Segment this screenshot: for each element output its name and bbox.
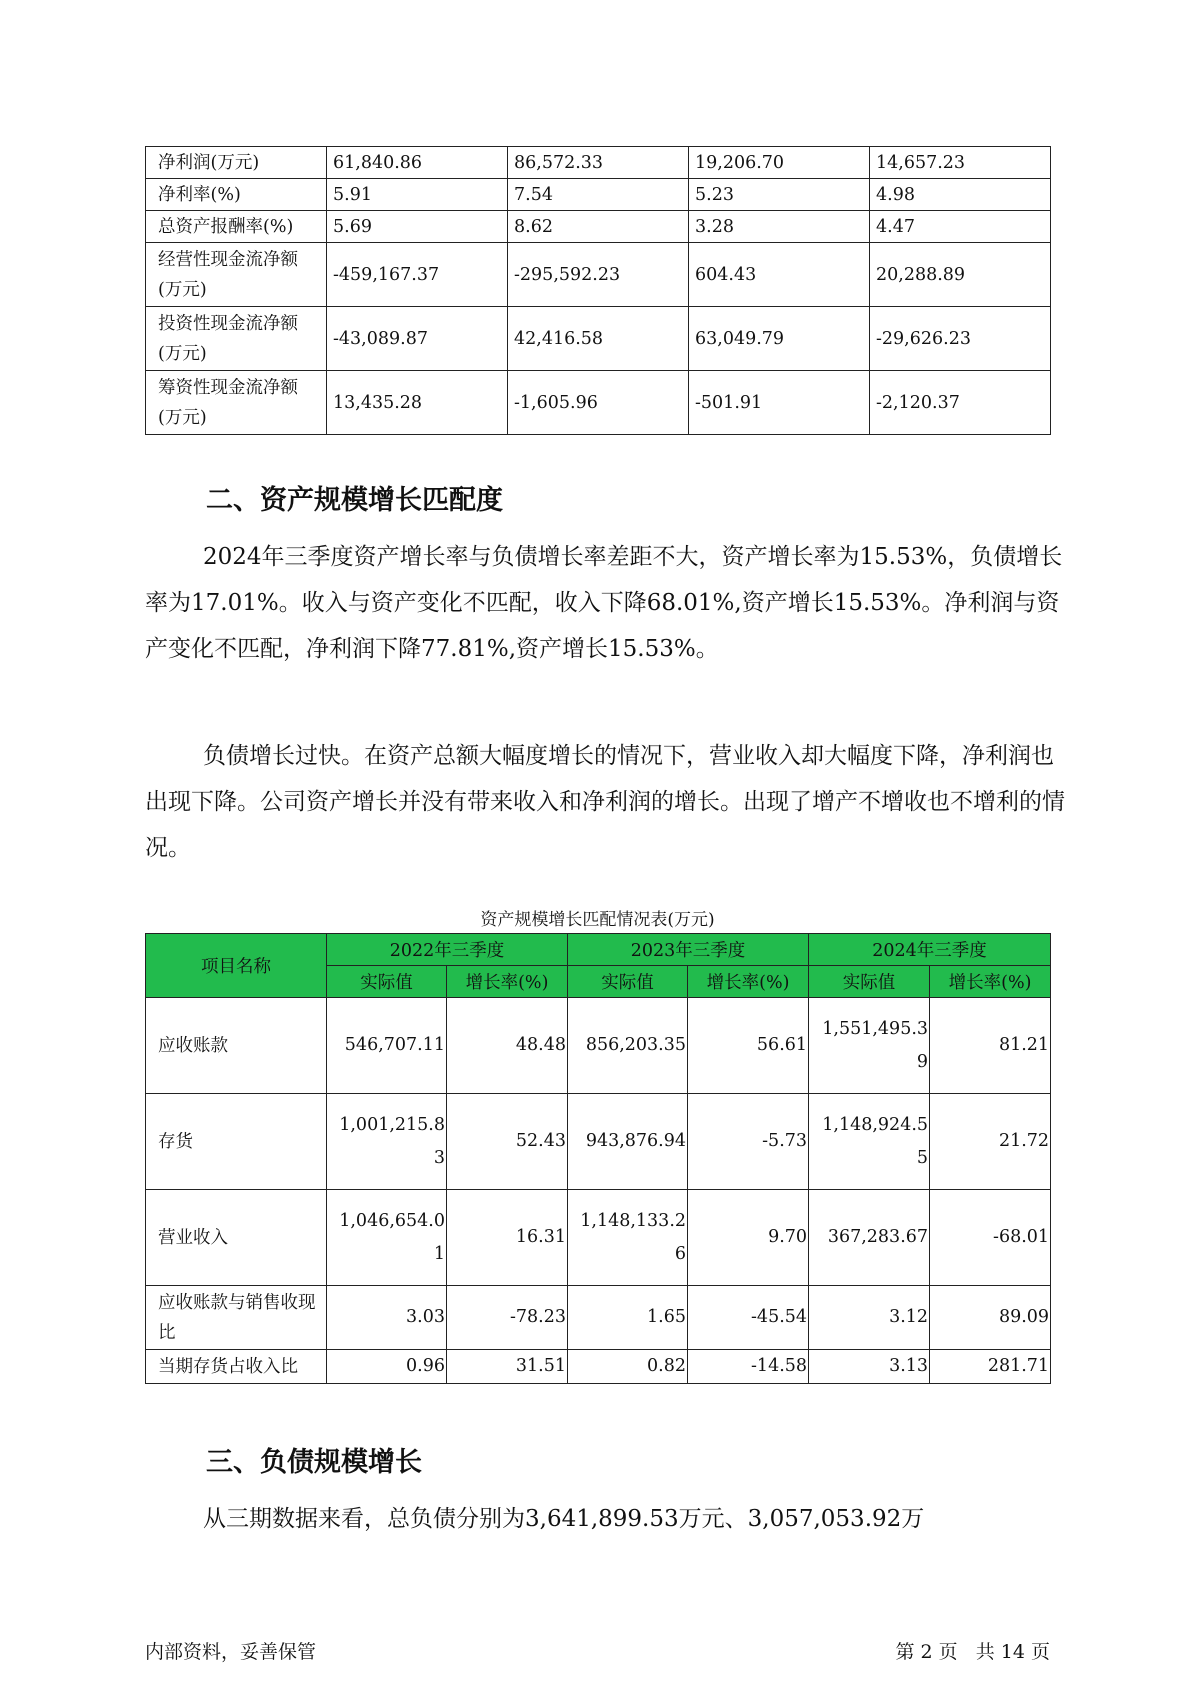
table-cell: -29,626.23 (870, 307, 1051, 371)
footer-confidential: 内部资料，妥善保管 (145, 1641, 317, 1663)
table-cell: 943,876.94 (568, 1094, 688, 1190)
table-cell: 3.13 (809, 1350, 930, 1384)
table-cell: 5.91 (327, 179, 508, 211)
table-cell: 3.03 (327, 1286, 447, 1350)
table-cell: -68.01 (930, 1190, 1051, 1286)
table-row (146, 371, 1051, 435)
table-caption: 资产规模增长匹配情况表(万元) (480, 910, 715, 930)
table-cell: 0.82 (568, 1350, 688, 1384)
header-growth: 增长率(%) (447, 966, 568, 998)
table-cell: 56.61 (688, 998, 809, 1094)
table-cell: 5.69 (327, 211, 508, 243)
table-row (146, 1286, 1051, 1350)
table-cell: 7.54 (508, 179, 689, 211)
row-label: 经营性现金流净额(万元) (146, 243, 327, 307)
paragraph: 从三期数据来看，总负债分别为3,641,899.53万元、3,057,053.92万 (203, 1506, 925, 1532)
table-cell: 546,707.11 (327, 998, 447, 1094)
table-cell: 16.31 (447, 1190, 568, 1286)
row-label: 净利率(%) (146, 179, 327, 211)
table-cell: 61,840.86 (327, 147, 508, 179)
table-cell: 8.62 (508, 211, 689, 243)
row-label: 投资性现金流净额(万元) (146, 307, 327, 371)
financial-metrics-table (145, 146, 1051, 435)
row-label: 筹资性现金流净额(万元) (146, 371, 327, 435)
table-cell: 48.48 (447, 998, 568, 1094)
row-label: 营业收入 (146, 1190, 327, 1286)
header-period: 2024年三季度 (809, 934, 1051, 966)
table-cell: 1.65 (568, 1286, 688, 1350)
header-period: 2022年三季度 (327, 934, 568, 966)
asset-growth-table (145, 933, 1051, 1384)
table-cell: 856,203.35 (568, 998, 688, 1094)
page-number: 第 2 页 共 14 页 (895, 1641, 1050, 1663)
table-row (146, 211, 1051, 243)
table-cell: -501.91 (689, 371, 870, 435)
table-cell: -2,120.37 (870, 371, 1051, 435)
table-cell: -295,592.23 (508, 243, 689, 307)
table-cell: -5.73 (688, 1094, 809, 1190)
header-actual: 实际值 (327, 966, 447, 998)
table-cell: 13,435.28 (327, 371, 508, 435)
header-item-name: 项目名称 (146, 934, 327, 998)
row-label: 应收账款与销售收现比 (146, 1286, 327, 1350)
table-row (146, 1190, 1051, 1286)
row-label: 当期存货占收入比 (146, 1350, 327, 1384)
row-label: 净利润(万元) (146, 147, 327, 179)
table-cell: 1,046,654.01 (327, 1190, 447, 1286)
table-cell: 4.98 (870, 179, 1051, 211)
table-cell: -78.23 (447, 1286, 568, 1350)
table-row (146, 1350, 1051, 1384)
table-cell: 86,572.33 (508, 147, 689, 179)
table-cell: 1,148,924.55 (809, 1094, 930, 1190)
table-cell: -14.58 (688, 1350, 809, 1384)
table-cell: 1,001,215.83 (327, 1094, 447, 1190)
table-cell: 14,657.23 (870, 147, 1051, 179)
table-cell: 604.43 (689, 243, 870, 307)
section-heading: 二、资产规模增长匹配度 (206, 485, 503, 516)
table-cell: 81.21 (930, 998, 1051, 1094)
table-cell: 367,283.67 (809, 1190, 930, 1286)
table-cell: 19,206.70 (689, 147, 870, 179)
table-cell: 4.47 (870, 211, 1051, 243)
table-cell: -45.54 (688, 1286, 809, 1350)
table-cell: -459,167.37 (327, 243, 508, 307)
table-row (146, 307, 1051, 371)
header-actual: 实际值 (568, 966, 688, 998)
section-heading: 三、负债规模增长 (206, 1447, 422, 1478)
table-cell: -1,605.96 (508, 371, 689, 435)
table-row (146, 998, 1051, 1094)
row-label: 存货 (146, 1094, 327, 1190)
row-label: 应收账款 (146, 998, 327, 1094)
paragraph: 负债增长过快。在资产总额大幅度增长的情况下，营业收入却大幅度下降，净利润也出现下降。公司资产增长并没有带来收入和净利润的增长。出现了增产不增收也不增利的情况。 (145, 743, 1065, 861)
table-cell: 63,049.79 (689, 307, 870, 371)
table-cell: 52.43 (447, 1094, 568, 1190)
table-cell: 42,416.58 (508, 307, 689, 371)
table-cell: 31.51 (447, 1350, 568, 1384)
header-growth: 增长率(%) (688, 966, 809, 998)
table-cell: 1,551,495.39 (809, 998, 930, 1094)
row-label: 总资产报酬率(%) (146, 211, 327, 243)
table-cell: 21.72 (930, 1094, 1051, 1190)
table-cell: 89.09 (930, 1286, 1051, 1350)
header-period: 2023年三季度 (568, 934, 809, 966)
table-row (146, 243, 1051, 307)
table-cell: 9.70 (688, 1190, 809, 1286)
table-header-row (146, 934, 1051, 966)
table-row (146, 1094, 1051, 1190)
table-row (146, 179, 1051, 211)
table-cell: 0.96 (327, 1350, 447, 1384)
table-cell: 20,288.89 (870, 243, 1051, 307)
table-cell: 281.71 (930, 1350, 1051, 1384)
table-cell: 5.23 (689, 179, 870, 211)
paragraph: 2024年三季度资产增长率与负债增长率差距不大，资产增长率为15.53%，负债增长率为17.01%。收入与资产变化不匹配，收入下降68.01%,资产增长15.53%。净利润与资产变化不匹配，净利润下降77.81%,资产增长15.53%。 (145, 544, 1063, 662)
table-cell: -43,089.87 (327, 307, 508, 371)
table-row (146, 147, 1051, 179)
header-actual: 实际值 (809, 966, 930, 998)
table-cell: 3.28 (689, 211, 870, 243)
table-cell: 3.12 (809, 1286, 930, 1350)
header-growth: 增长率(%) (930, 966, 1051, 998)
table-cell: 1,148,133.26 (568, 1190, 688, 1286)
